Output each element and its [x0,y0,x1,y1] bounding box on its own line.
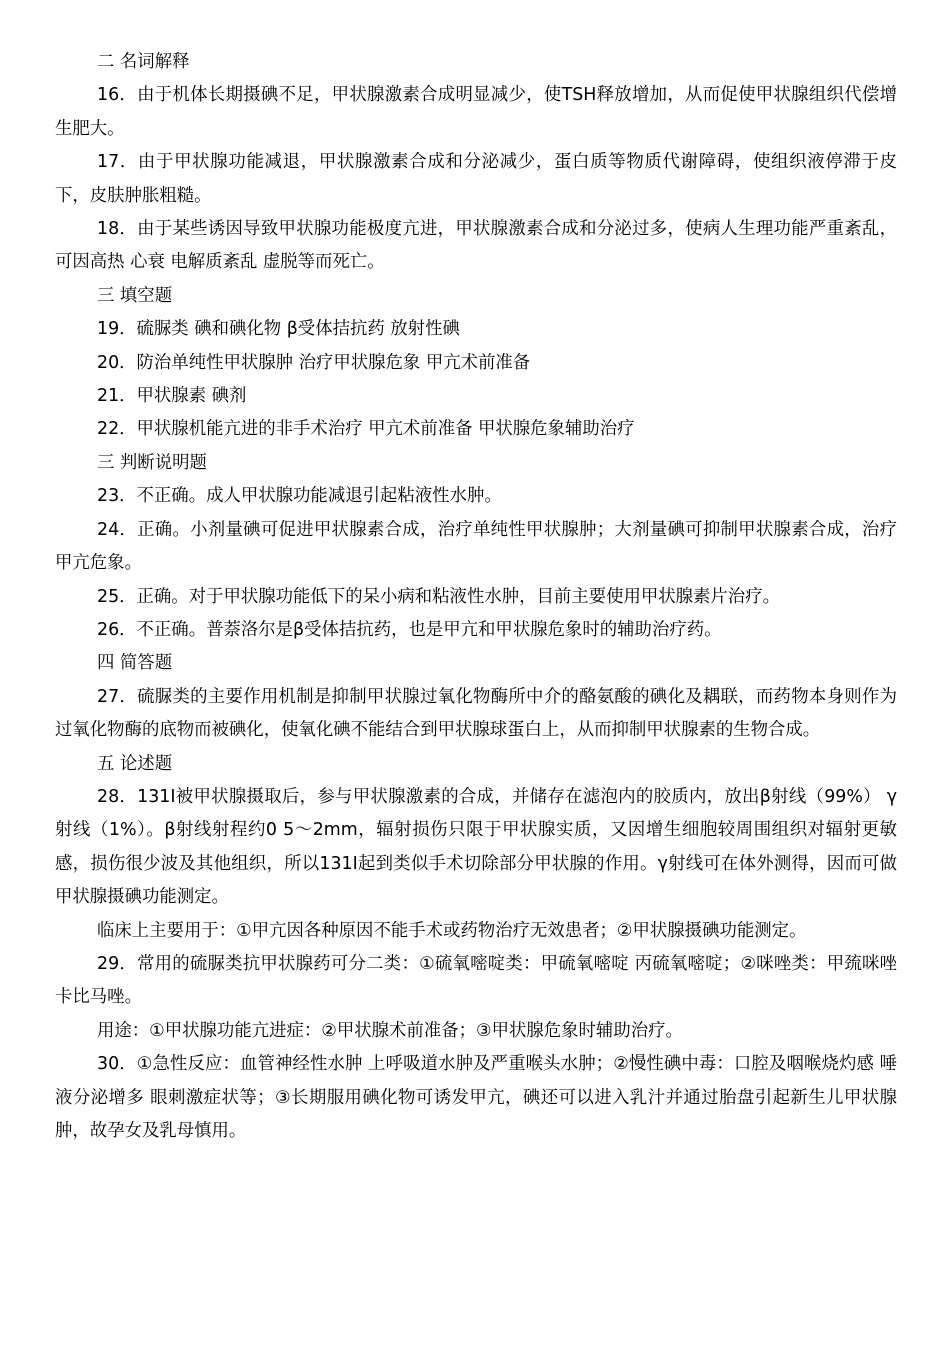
answer-22: 22．甲状腺机能亢进的非手术治疗 甲亢术前准备 甲状腺危象辅助治疗 [97,419,635,440]
section-heading-judgment: 三 判断说明题 [97,452,207,473]
answer-21: 21．甲状腺素 碘剂 [97,386,247,407]
answer-30: 30．①急性反应：血管神经性水肿 上呼吸道水肿及严重喉头水肿；②慢性碘中毒：口腔及咽喉烧灼感 唾液分泌增多 眼刺激症状等；③长期服用碘化物可诱发甲亢，碘还可以进入乳汁并通过胎盘引起新生儿甲状腺肿，故孕女及乳母慎用。 [55,1054,897,1141]
document-body [55,46,897,1148]
answer-23: 23．不正确。成人甲状腺功能减退引起粘液性水肿。 [97,486,502,507]
answer-16: 16．由于机体长期摄碘不足，甲状腺激素合成明显减少，使TSH释放增加，从而促使甲状腺组织代偿增生肥大。 [55,85,897,139]
answer-25: 25．正确。对于甲状腺功能低下的呆小病和粘液性水肿，目前主要使用甲状腺素片治疗。 [97,586,780,607]
answer-20: 20．防治单纯性甲状腺肿 治疗甲状腺危象 甲亢术前准备 [97,352,531,373]
answer-29: 29．常用的硫脲类抗甲状腺药可分二类：①硫氧嘧啶类：甲硫氧嘧啶 丙硫氧嘧啶；②咪唑类：甲巯咪唑 卡比马唑。 [55,953,897,1008]
answer-24: 24．正确。小剂量碘可促进甲状腺素合成，治疗单纯性甲状腺肿；大剂量碘可抑制甲状腺素合成，治疗甲亢危象。 [55,519,897,574]
answer-27: 27．硫脲类的主要作用机制是抑制甲状腺过氧化物酶所中介的酪氨酸的碘化及耦联，而药物本身则作为过氧化物酶的底物而被碘化，使氧化碘不能结合到甲状腺球蛋白上，从而抑制甲状腺素的生物合成。 [55,686,897,741]
answer-17: 17．由于甲状腺功能减退，甲状腺激素合成和分泌减少，蛋白质等物质代谢障碍，使组织液停滞于皮下，皮肤肿胀粗糙。 [55,152,897,206]
answer-29-uses: 用途：①甲状腺功能亢进症：②甲状腺术前准备；③甲状腺危象时辅助治疗。 [97,1020,683,1041]
section-heading-essay: 五 论述题 [97,753,173,774]
section-heading-fill-blank: 三 填空题 [97,285,173,306]
answer-26: 26．不正确。普萘洛尔是β受体拮抗药，也是甲亢和甲状腺危象时的辅助治疗药。 [97,619,722,640]
answer-28-clinical-use: 临床上主要用于：①甲亢因各种原因不能手术或药物治疗无效患者；②甲状腺摄碘功能测定。 [97,920,807,941]
answer-28: 28．131I被甲状腺摄取后，参与甲状腺激素的合成，并储存在滤泡内的胶质内，放出β射线（99%） γ射线（1%）。β射线射程约0 5～2mm，辐射损伤只限于甲状腺实质，又因增生细胞较周围组织对辐射更敏感，损伤很少波及其他组织，所以131I起到类似手术切除部分甲状腺的作用。γ射线可在体外测得，因而可做甲状腺摄碘功能测定。 [55,786,897,908]
section-heading-short-answer: 四 简答题 [97,653,173,674]
answer-19: 19．硫脲类 碘和碘化物 β受体拮抗药 放射性碘 [97,319,460,340]
section-heading-terms: 二 名词解释 [97,52,190,72]
answer-18: 18．由于某些诱因导致甲状腺功能极度亢进，甲状腺激素合成和分泌过多，使病人生理功能严重紊乱，可因高热 心衰 电解质紊乱 虚脱等而死亡。 [55,219,897,273]
